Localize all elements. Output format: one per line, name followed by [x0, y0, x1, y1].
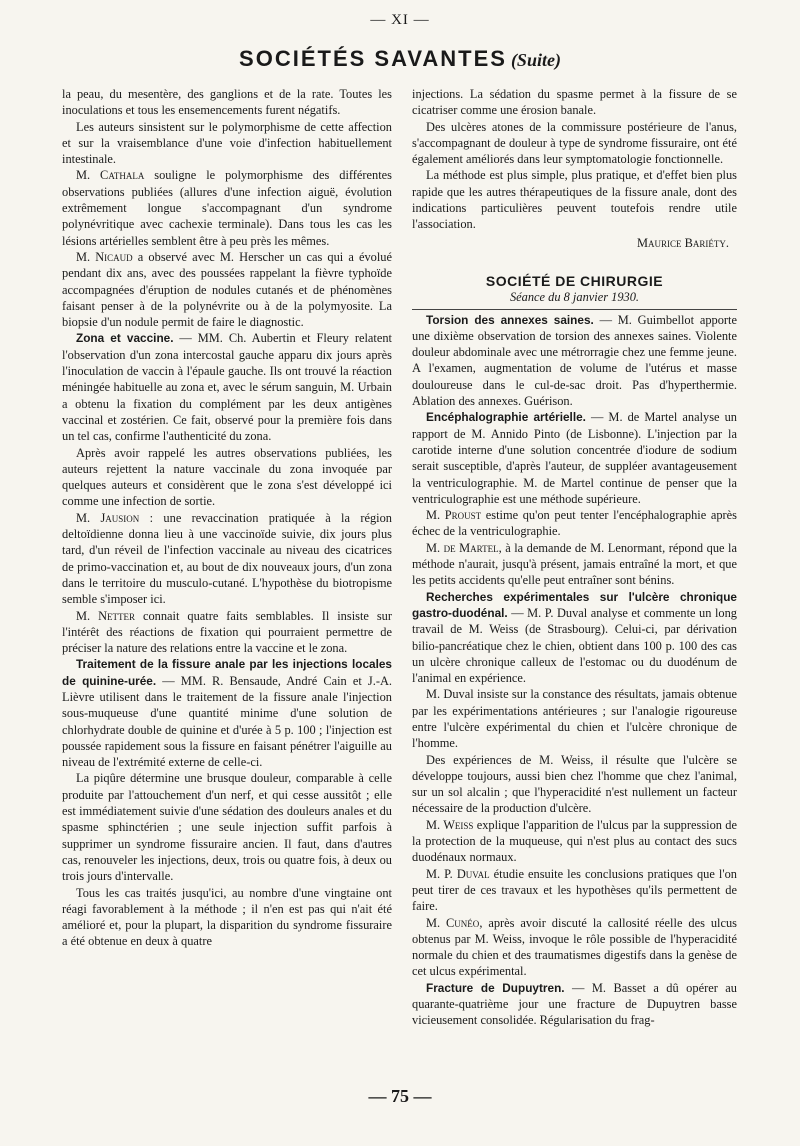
paragraph-title: Fracture de Dupuytren.	[426, 980, 565, 995]
paragraph: Les auteurs sinsistent sur le polymorphisme de cette affection et sur la vraisemblance d'une voie d'infection habituellement intestinale.	[62, 119, 392, 167]
paragraph-text: explique l'apparition de l'ulcus par la suppression de la protection de la muqueuse, qui n'est plus au contact des sucs duodénaux normaux.	[412, 817, 737, 865]
right-column-bottom	[412, 312, 737, 1029]
paragraph-text: , après avoir discuté la callosité réelle des ulcus obtenus par M. Weiss, invoque le rôle possible de l'hyperacidité normale du chien et des traumatismes digestifs dans la genèse de cet ulcus expérimental.	[412, 915, 737, 979]
paragraph-text: : une revaccination pratiquée à la région deltoïdienne donna lieu à une vaccinoïde suivie, dix jours plus tard, d'un réveil de l'infection vaccinale au niveau des cicatrices de primo-vaccination et, au bout de dix nouveaux jours, d'un zona dans le territoire du musculo-cutané. L'hypothèse du biotropisme semble s'imposer ici.	[62, 510, 392, 607]
paragraph	[62, 608, 392, 657]
right-column-top	[412, 86, 737, 233]
author-name: M. Netter	[76, 608, 136, 623]
page-number-top: — XI —	[370, 12, 430, 28]
paragraph-title: Recherches expérimentales sur l'ulcère chronique gastro-duodénal.	[412, 589, 737, 620]
paragraph-text: — M. Guimbellot apporte une dixième observation de torsion des annexes saines. Violente douleur abdominale avec une métrorragie chez une femme jeune. A l'examen, augmentation de volume de l'utérus et masse douloureuse dans le cul-de-sac droit. Pas d'hyperthermie. Ablation des annexes. Guérison.	[412, 312, 737, 409]
paragraph: M. Duval insiste sur la constance des résultats, jamais obtenue par les expérimentations antérieures ; sur l'analogie rigoureuse entre l'ulcère expérimental du chien et l'ulcère chronique de l'homme.	[412, 687, 737, 751]
paragraph: Tous les cas traités jusqu'ici, au nombre d'une vingtaine ont réagi favorablement à la méthode ; il n'en est pas qui n'ait été amélioré et, pour la plupart, la disparition du syndrome fissuraire a été obtenue en deux à quatre	[62, 885, 392, 949]
paragraph: la peau, du mesentère, des ganglions et de la rate. Toutes les inoculations et tous les ensemencements furent négatifs.	[62, 87, 392, 118]
paragraph-title: Torsion des annexes saines.	[426, 312, 594, 327]
section-title: SOCIÉTÉ DE CHIRURGIE	[485, 272, 664, 289]
paragraph-text: — MM. Ch. Aubertin et Fleury relatent l'observation d'un zona intercostal gauche apparu dix jours après l'inoculation de vaccin à l'épaule gauche. Ils ont trouvé la réaction méningée habituelle au zona et, avec le sérum sanguin, M. Urbain a obtenu la fixation du complément par les deux antigènes vaccinal et zostérien. Ce fait, observé pour la première fois dans un tel cas, confirme l'authenticité du zona.	[62, 331, 392, 444]
paragraph	[412, 817, 737, 866]
paragraph-text: connait quatre faits semblables. Il insiste sur l'intérêt des réactions de fixation qui pourraient permettre de préciser la nature des relations entre la vaccine et le zona.	[62, 608, 392, 656]
header-title: SOCIÉTÉS SAVANTES	[239, 46, 507, 71]
paragraph-text: estime qu'on peut tenter l'encéphalographie après échec de la ventriculographie.	[412, 508, 737, 539]
paragraph	[412, 507, 737, 540]
paragraph-title: Zona et vaccine.	[76, 331, 174, 346]
paragraph	[62, 249, 392, 330]
paragraph-title: Traitement de la fissure anale par les injections locales de quinine-urée.	[62, 657, 392, 688]
author-name: M. de Martel	[426, 540, 499, 555]
paragraph-text: a observé avec M. Herscher un cas qui a évolué pendant dix ans, avec des poussées rappelant la fièvre typhoïde accompagnées d'éruption de nodules cutanés et de phénomènes faisant penser à de la polynévrite ou à de la polymyosite. La biopsie d'un nodule permit de faire le diagnostic.	[62, 249, 392, 330]
paragraph-text: — M. Basset a dû opérer au quarante-quatrième jour une fracture de Dupuytren basse vicieusement consolidée. Régularisation du frag-	[412, 980, 737, 1028]
paragraph: injections. La sédation du spasme permet à la fissure de se cicatriser comme une érosion banale.	[412, 87, 737, 118]
paragraph-title: Encéphalographie artérielle.	[426, 410, 586, 425]
author-name: M. Weiss	[426, 817, 474, 832]
section-rule	[412, 309, 737, 310]
author-name: M. Jausion	[76, 510, 140, 525]
author-name: M. Cunéo	[426, 915, 480, 930]
section-date: Séance du 8 janvier 1930.	[509, 290, 640, 305]
paragraph-text: étudie ensuite les conclusions pratiques que l'on peut tirer de ces travaux et les hypothèses qu'ils permettent de faire.	[412, 866, 737, 914]
paragraph	[62, 510, 392, 608]
signature: Maurice Bariéty.	[637, 235, 729, 250]
paragraph	[62, 656, 392, 770]
paragraph	[412, 312, 737, 410]
author-name: M. P. Duval	[426, 866, 490, 881]
paragraph: Des ulcères atones de la commissure postérieure de l'anus, s'accompagnant de douleur à type de syndrome fissuraire, ont été également améliorés dans leur symptomatologie fonctionnelle.	[412, 119, 737, 167]
right-column	[412, 86, 737, 1029]
left-column	[62, 86, 392, 950]
paragraph	[62, 330, 392, 444]
author-name: M. Proust	[426, 508, 482, 523]
paragraph	[62, 167, 392, 248]
paragraph-text: , à la demande de M. Lenormant, répond que la méthode n'aurait, jusqu'à présent, jamais entraîné la mort, et que les petits accidents qu'elle peut entraîner sont bénins.	[412, 540, 737, 588]
paragraph	[412, 409, 737, 507]
paragraph: Après avoir rappelé les autres observations publiées, les auteurs rejettent la nature vaccinale du zona invoquée par quelques auteurs et considèrent que le zona s'est développé ici comme une infection de sortie.	[62, 445, 392, 509]
paragraph-text: — M. P. Duval analyse et commente un long travail de M. Weiss (de Strasbourg). Celui-ci, par dérivation bilio-pancréatique chez le chien, obtient dans 100 p. 100 des cas un ulcère chronique calleux de l'estomac ou du duodénum de l'animal en expérience.	[412, 605, 737, 686]
paragraph	[412, 980, 737, 1029]
paragraph-text: — MM. R. Bensaude, André Cain et J.-A. Lièvre utilisent dans le traitement de la fissure anale l'injection sous-muqueuse d'une quantité minime d'une solution de chlorhydrate double de quinine et d'urée à 5 p. 100 ; l'injection est poussée rapidement sous la fissure en faisant pénétrer l'aiguille au niveau de l'extrémité externe de celle-ci.	[62, 673, 392, 770]
paragraph: La piqûre détermine une brusque douleur, comparable à celle produite par l'attouchement d'un nerf, et qui cesse aussitôt ; elle est immédiatement suivie d'une sédation des douleurs anales et du spasme sphinctérien ; une seule injection suffit parfois à supprimer un syndrome fissuraire ancien. Il faut, dans d'autres cas, renouveler les injections, deux, trois ou quatre fois, à deux ou trois jours d'intervalle.	[62, 771, 392, 884]
paragraph: La méthode est plus simple, plus pratique, et d'effet bien plus rapide que les autres thérapeutiques de la fissure anale, dont des indications particulières peuvent toutefois rendre utile l'association.	[412, 168, 737, 232]
author-name: M. Cathala	[76, 168, 145, 183]
paragraph-text: souligne le polymorphisme des différentes observations publiées (allures d'une infection aiguë, évolution extrêmement longue s'accompagnant d'un syndrome polynévritique avec cachexie terminale). Dans tous les cas les lésions artérielles semblent être à peu près les mêmes.	[62, 168, 392, 248]
paragraph	[412, 915, 737, 980]
paragraph	[412, 540, 737, 589]
author-name: M. Nicaud	[76, 249, 133, 264]
header-suffix: (Suite)	[510, 50, 561, 70]
paragraph	[412, 589, 737, 687]
paragraph-text: — M. de Martel analyse un rapport de M. Annido Pinto (de Lisbonne). L'injection par la carotide interne d'une solution concentrée d'iodure de sodium serait susceptible, d'après l'auteur, de suppléer avantageusement la ventriculographie. M. de Martel continue de penser que la ventriculographie est une méthode supérieure.	[412, 410, 737, 506]
paragraph	[412, 866, 737, 915]
page-number-bottom: — 75 —	[368, 1086, 432, 1106]
paragraph: Des expériences de M. Weiss, il résulte que l'ulcère se développe toujours, aussi bien chez l'homme que chez l'animal, sur un sol alcalin ; que l'hyperacidité n'est nullement un facteur nécessaire de la production d'ulcère.	[412, 752, 737, 816]
running-header	[0, 46, 800, 72]
